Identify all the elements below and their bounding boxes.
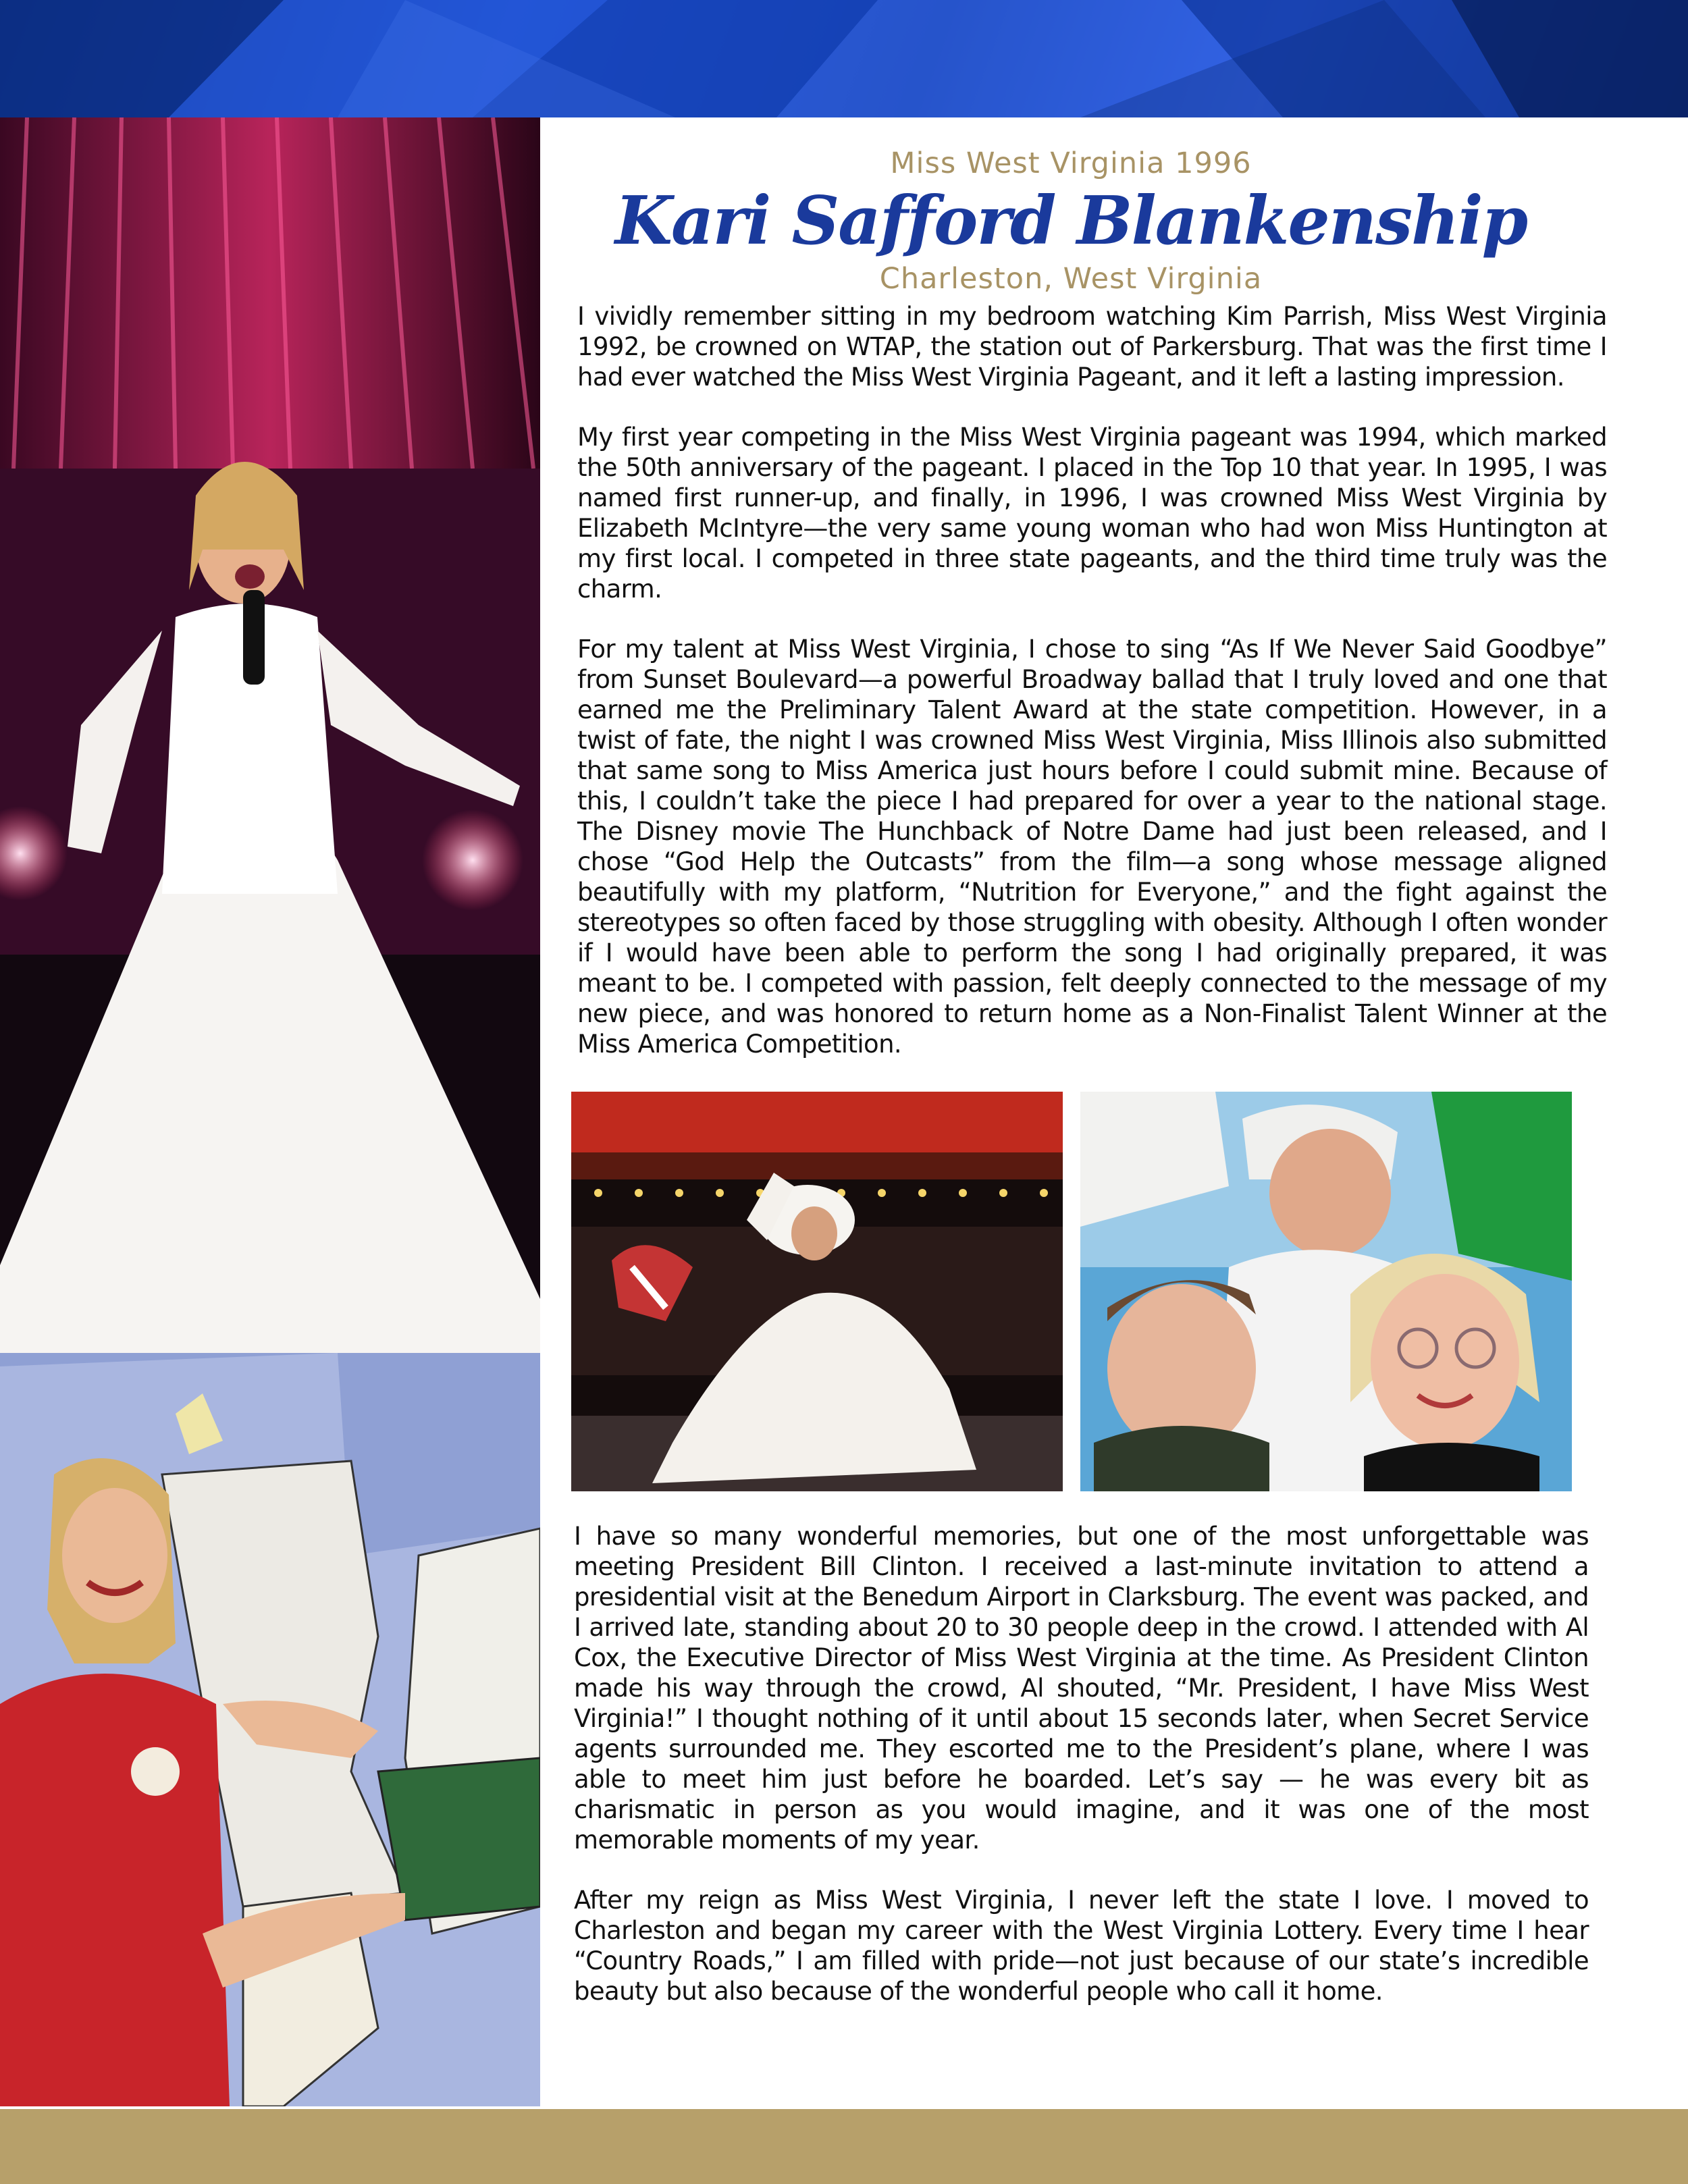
- parade-car-photo: [571, 1092, 1063, 1491]
- article-header: [571, 143, 1571, 298]
- header-banner: [0, 0, 1688, 117]
- story-bottom: [574, 1521, 1589, 2036]
- page-title: Kari Safford Blankenship: [614, 182, 1527, 260]
- story-top: [577, 301, 1607, 1089]
- paragraph: For my talent at Miss West Virginia, I chose to sing “As If We Never Said Goodbye” from Sunset Boulevard—a powerful Broadway ballad that I truly loved and one that earned me the Preliminary Talent Award at the state competition. However, in a twist of fate, the night I was crowned Miss West Virginia, Miss Illinois also submitted that same song to Miss America just hours before I could submit mine. Because of this, I couldn’t take the piece I had prepared for over a year to the national stage. The Disney movie The Hunchback of Notre Dame had just been released, and I chose “God Help the Outcasts” from the film—a song whose message aligned beautifully with my platform, “Nutrition for Everyone,” and the fight against the stereotypes so often faced by those struggling with obesity. Although I often wonder if I would have been able to perform the song I had originally prepared, it was meant to be. I competed with passion, felt deeply connected to the message of my new piece, and was honored to return home as a Non-Finalist Talent Winner at the Miss America Competition.: [577, 635, 1607, 1059]
- paragraph: I have so many wonderful memories, but one of the most unforgettable was meeting President Bill Clinton. I received a last-minute invitation to attend a presidential visit at the Benedum Airport in Clarksburg. The event was packed, and I arrived late, standing about 20 to 30 people deep in the crowd. I attended with Al Cox, the Executive Director of Miss West Virginia at the time. As President Clinton made his way through the crowd, Al shouted, “Mr. President, I have Miss West Virginia!” I thought nothing of it until about 15 seconds later, when Secret Service agents surrounded me. They escorted me to the President’s plane, where I was able to meet him just before he boarded. Let’s say — he was every bit as charismatic in person as you would imagine, and it was one of the most memorable moments of my year.: [574, 1522, 1589, 1855]
- paragraph: My first year competing in the Miss West Virginia pageant was 1994, which marked the 50th anniversary of the pageant. I placed in the Top 10 that year. In 1995, I was named first runner-up, and finally, in 1996, I was crowned Miss West Virginia by Elizabeth McIntyre—the very same young woman who had won Miss Huntington at my first local. I competed in three state pageants, and the third time truly was the charm.: [577, 423, 1607, 604]
- footer-band: [0, 2109, 1688, 2184]
- great-lakes-map-photo: [0, 1353, 540, 2106]
- paragraph: I vividly remember sitting in my bedroom watching Kim Parrish, Miss West Virginia 1992, be crowned on WTAP, the station out of Parkersburg. That was the first time I had ever watched the Miss West Virginia Pageant, and it left a lasting impression.: [577, 302, 1607, 392]
- stage-performance-photo: [0, 117, 540, 1353]
- paragraph: After my reign as Miss West Virginia, I never left the state I love. I moved to Charleston and began my career with the West Virginia Lottery. Every time I hear “Country Roads,” I am filled with pride—not just because of our state’s incredible beauty but also because of the wonderful people who call it home.: [574, 1886, 1589, 2006]
- banner-facets: [0, 0, 1688, 117]
- title-year: Miss West Virginia 1996: [890, 147, 1252, 180]
- family-selfie-photo: [1080, 1092, 1572, 1491]
- hometown: Charleston, West Virginia: [879, 262, 1263, 296]
